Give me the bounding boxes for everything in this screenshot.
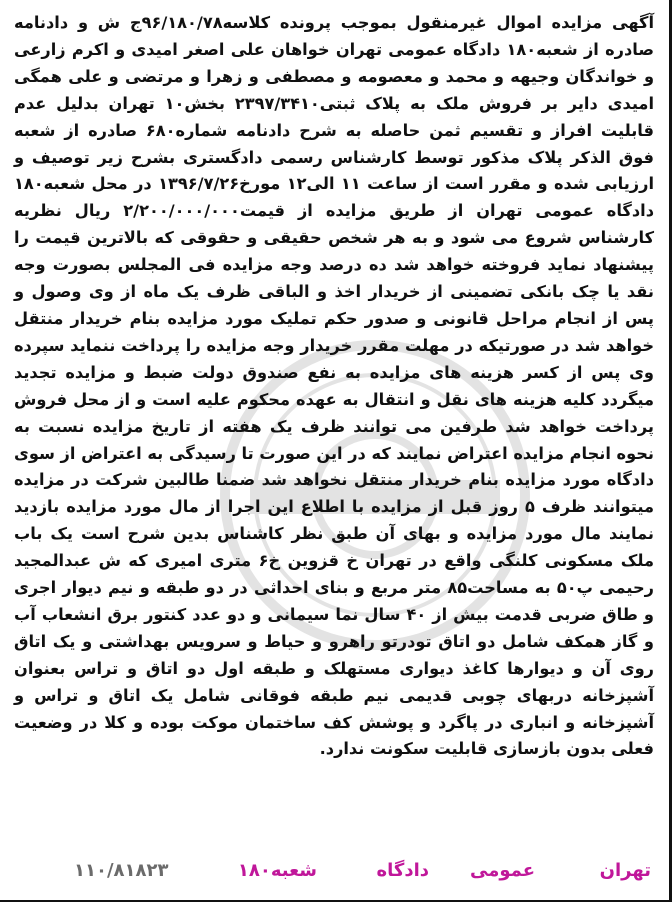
- footer-branch: شعبه۱۸۰: [237, 860, 317, 881]
- footer-court: دادگاه: [376, 860, 429, 881]
- footer-court-type: عمومی: [469, 860, 535, 881]
- notice-body-text: آگهی مزایده اموال غیرمنقول بموجب پرونده کلاسه۹۶/۱۸۰/۷۸ج ش و دادنامه صادره از شعبه۱۸۰ دادگاه عمومی تهران خواهان علی اصغر امیدی و اکرم زارعی و خواندگان وجیهه و محمد و معصومه و مصطفی و زهرا و مرتضی و علی همگی امیدی دایر بر فروش ملک به پلاک ثبتی۲۳۹۷/۳۴۱۰ بخش۱۰ تهران بدلیل عدم قابلیت افراز و تقسیم ثمن حاصله به شرح دادنامه شماره۶۸۰ صادره از شعبه فوق الذکر پلاک مذکور توسط کارشناس رسمی دادگستری بشرح زیر توصیف و ارزیابی شده و مقرر است از ساعت ۱۱ الی۱۲ مورخ۱۳۹۶/۷/۲۶ در محل شعبه۱۸۰ دادگاه عمومی تهران از طریق مزایده از قیمت۲/۲۰۰/۰۰۰/۰۰۰ ریال نظریه کارشناس شروع می شود و به هر شخص حقیقی و حقوقی که بالاترین قیمت را پیشنهاد نماید فروخته خواهد شد ده درصد وجه مزایده فی المجلس بصورت وجه نقد یا چک بانکی تضمینی از خریدار اخذ و الباقی ظرف یک ماه از وی وصول و پس از انجام مراحل قانونی و صدور حکم تملیک مورد مزایده بنام خریدار منتقل خواهد شد در صورتیکه در مهلت مقرر خریدار وجه مزایده را پرداخت ننماید سپرده وی پس از کسر هزینه های مزایده به نفع صندوق دولت ضبط و مزایده تجدید میگردد کلیه هزینه های نقل و انتقال به عهده محکوم علیه است و از محل فروش پرداخت خواهد شد طرفین می توانند ظرف یک هفته از تاریخ مزایده نسبت به نحوه انجام مزایده اعتراض نمایند که در این صورت تا رسیدگی به اعتراض از سوی دادگاه مورد مزایده بنام خریدار منتقل نخواهد شد ضمنا طالبین شرکت در مزایده میتوانند ظرف ۵ روز قبل از مزایده با اطلاع این اجرا از مال مورد مزایده بازدید نمایند مال مورد مزایده و بهای آن طبق نظر کاشناس بدین شرح است یک باب ملک مسکونی کلنگی واقع در تهران خ قزوین خ۶ متری امیری که ش عبدالمجید رحیمی پ۵۰ به مساحت۸۵ متر مربع و بنای احداثی در دو طبقه و نیم دیوار اجری و طاق ضربی قدمت بیش از ۴۰ سال نما سیمانی و دو عدد کنتور برق انشعاب آب و گاز همکف شامل دو اتاق تودرتو راهرو و حیاط و سرویس بهداشتی و یک اتاق روی آن و دیوارها کاغذ دیواری مستهلک و طبقه اول دو اتاق و تراس بعنوان آشپزخانه دربهای چوبی قدیمی نیم طبقه فوقانی شامل یک اتاق و تراس و آشپزخانه و انباری در پاگرد و پوشش کف ساختمان موکت بوده و کلا در وضعیت فعلی بدون بازسازی قابلیت سکونت ندارد.: [14, 13, 655, 759]
- footer-city: تهران: [599, 860, 651, 881]
- footer-reference-code: ۱۱۰/۸۱۸۲۳: [74, 860, 169, 881]
- notice-footer: [14, 856, 655, 890]
